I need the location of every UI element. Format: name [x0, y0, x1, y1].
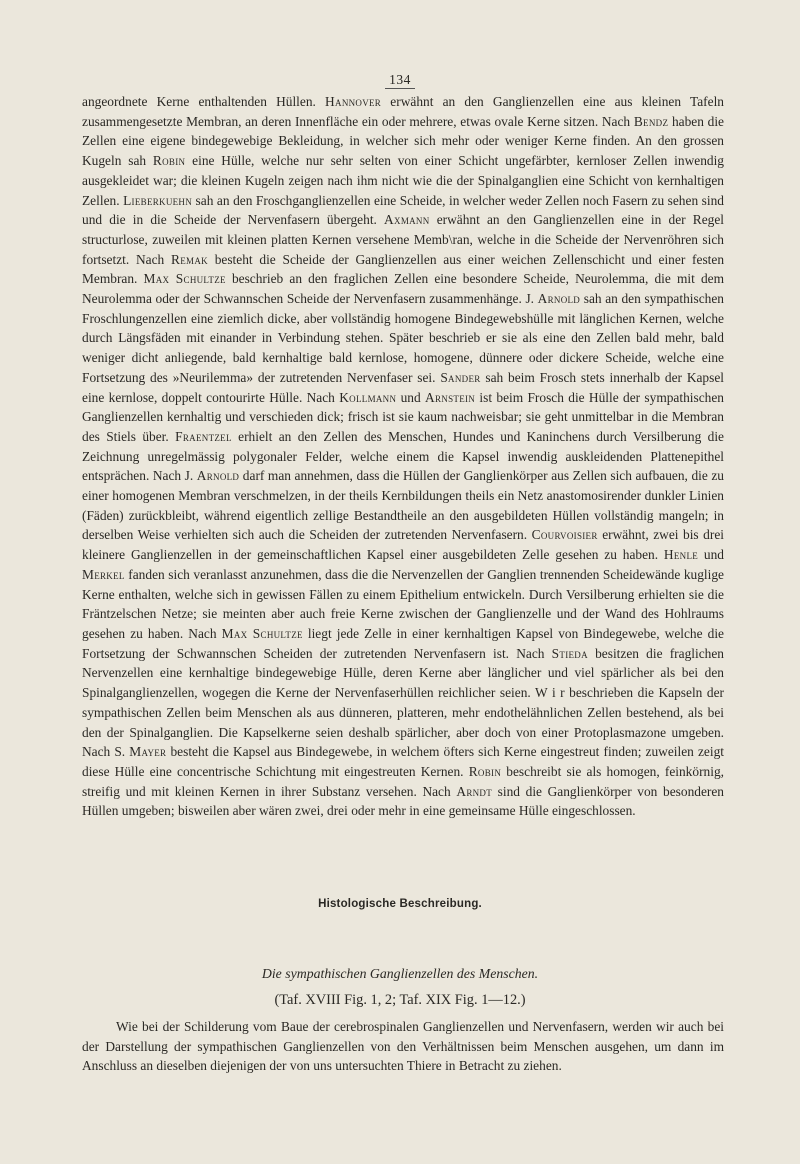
text-run: erwähnt, zwei bis drei kleinere Ganglienzellen in der gemeinschaftlichen Kapsel einer ausgebildeten Zelle gesehen zu haben. — [82, 527, 724, 563]
text-run: darf man annehmen, dass die Hüllen der Ganglienkörper aus Zellen sich aufbauen, die zu einer homogenen Membran verschmelzen, in der theils Kernbildungen theils ein Netz anastomosirender dunkler Linien (Fäden) zurückbleibt, während eigentlich zellige Bestandtheile an den ausgebildeten Hüllen vollständig mangeln; in derselben Weise verhielten sich auch die Scheiden der zutretenden Nervenfasern. — [82, 468, 724, 543]
text-run: erwähnt an den Ganglienzellen eine aus kleinen Tafeln zusammengesetzte Membran, an deren Innenfläche ein oder mehrere, etwas ovale Kerne sitzen. Nach — [82, 94, 724, 129]
sub-heading: Die sympathischen Ganglienzellen des Menschen. — [261, 966, 539, 981]
text-run: angeordnete Kerne enthaltenden Hüllen. — [82, 94, 326, 109]
text-run: besitzen die fraglichen Nervenzellen eine kernhaltige bindegewebige Hülle, deren Kerne aber länglicher und viel spärlicher als bei den Spinalganglienzellen, wogegen die Kerne der Nervenfaserhüllen reichlicher seien. W i r beschrieben die Kapseln der sympathischen Zellen beim Menschen als aus dünneren, platteren, mehr endothelähnlichen Zellen bestehend, als bei den der Spinalganglien. Die Kapselkerne seien deshalb spärlicher, aber doch von einer Protoplasmazone umgeben. Nach S. — [82, 645, 724, 760]
body-paragraph — [82, 92, 724, 821]
author-name: Arndt — [456, 783, 493, 799]
author-name: Lieberkuehn — [123, 192, 193, 208]
text-run: beschrieb an den fraglichen Zellen eine besondere Scheide, Neurolemma, die mit dem Neurolemma oder der Schwannschen Scheide der Nervenfasern zusammenhänge. J. — [82, 271, 724, 307]
text-run: eine Hülle, welche nur sehr selten von einer Schicht ungefärbter, kernloser Zellen inwendig ausgekleidet war; die kleinen Kugeln zeigen nach ihm nicht wie die der Spinalganglien eine Schicht von kernhaltigen Zellen. — [82, 153, 725, 208]
text-run: und — [698, 547, 724, 563]
author-name: Robin — [152, 153, 186, 169]
page-number-text: 134 — [385, 72, 415, 89]
author-name: Remak — [171, 251, 208, 267]
author-name: Hannover — [325, 94, 382, 109]
author-name: Arnold — [537, 291, 581, 307]
author-name: Stieda — [551, 645, 588, 661]
plate-reference: (Taf. XVIII Fig. 1, 2; Taf. XIX Fig. 1—12.) — [274, 992, 526, 1008]
text-run: besteht die Kapsel aus Bindegewebe, in welchem öfters sich Kerne eingestreut finden; zuweilen zeigt diese Hülle eine concentrische Schichtung mit eingestreuten Kernen. — [82, 744, 725, 779]
text-run: erhielt an den Zellen des Menschen, Hundes und Kaninchens durch Versilberung die Zeichnung unregelmässig polygonaler Felder, welche einem die Kapsel inwendig auskleidenden Plattenepithel entsprächen. Nach J. — [82, 428, 724, 484]
author-name: Courvoisier — [531, 527, 598, 543]
author-name: Henle — [663, 547, 699, 563]
author-name: Fraentzel — [175, 428, 232, 444]
author-name: Max Schultze — [143, 271, 226, 287]
text-run: sah beim Frosch stets innerhalb der Kapsel eine kernlose, doppelt contourirte Hülle. Nach — [82, 369, 725, 405]
text-run: haben die Zellen eine eigene bindegewebige Bekleidung, in welcher sich mehr oder weniger Kerne finden. An den grossen Kugeln sah — [82, 113, 724, 169]
intro-paragraph: Wie bei der Schilderung vom Baue der cerebrospinalen Ganglienzellen und Nervenfasern, werden wir auch bei der Darstellung der sympathischen Ganglienzellen von den Verhältnissen beim Menschen ausgehen, um dann im Anschluss an dieselben diejenigen der von uns untersuchten Thiere in Betracht zu ziehen. — [82, 1019, 724, 1074]
page-number — [0, 72, 800, 88]
author-name: Robin — [468, 763, 502, 779]
author-name: Bendz — [633, 113, 669, 129]
text-run: erwähnt an den Ganglienzellen eine in der Regel structurlose, zuweilen mit kleinen platten Kernen versehene Memb\ran, welche in die Scheide der Nervenröhren sich fortsetzt. Nach — [82, 212, 724, 267]
author-name: Arnstein — [425, 389, 476, 405]
text-run: sah an den Froschganglienzellen eine Scheide, in welcher weder Zellen noch Fasern zu sehen sind und die in die Scheide der Nervenfasern übergeht. — [82, 192, 724, 228]
author-name: Mayer — [129, 744, 167, 760]
text-run: besteht die Scheide der Ganglienzellen aus einer weichen Zellenschicht und einer festen Membran. — [82, 251, 725, 287]
author-name: Max Schultze — [221, 625, 303, 641]
author-name: Sander — [440, 369, 481, 385]
author-name: Merkel — [82, 566, 125, 582]
text-run: fanden sich veranlasst anzunehmen, dass die die Nervenzellen der Ganglien trennenden Scheidewände kuglige Kerne enthalten, welche sich in gewissen Fällen zu einem Epithelium entwickeln. Durch Versilberung erhielten sie die Fräntzelschen Netze; sie meinten aber auch freie Kerne zwischen der Ganglienzelle und der Wand des Hohlraums gesehen zu haben. Nach — [82, 566, 724, 641]
text-run: sind die Ganglienkörper von besonderen Hüllen umgeben; bisweilen aber wären zwei, drei oder mehr in eine gemeinsame Hülle eingeschlossen. — [82, 783, 724, 819]
author-name: Axmann — [384, 212, 430, 228]
text-run: liegt jede Zelle in einer kernhaltigen Kapsel von Bindegewebe, welche die Fortsetzung der Schwannschen Scheiden der zutretenden Nervenfasern ist. Nach — [82, 625, 724, 661]
text-run: sah an den sympathischen Froschlungenzellen eine ziemlich dicke, aber vollständig homogene Bindegewebshülle mit länglichen Kernen, welche durch Längsfäden mit einander in Verbindung stehen. Später beschrieb er sie als eine den Zellen bald mehr, bald weniger dicht anliegende, bald kernhaltige bald kernlose, homogene, dünnere oder dickere Scheide, welche eine Fortsetzung des »Neurilemma» der zutretenden Nervenfaser sei. — [82, 291, 724, 385]
author-name: Arnold — [196, 468, 240, 484]
author-name: Kollmann — [339, 389, 397, 405]
section-heading: Histologische Beschreibung. — [318, 898, 482, 910]
text-run: beschreibt sie als homogen, feinkörnig, streifig und mit kleinen Kernen in ihrer Substanz versehen. Nach — [82, 763, 724, 799]
text-run: und — [396, 389, 426, 405]
text-run: ist beim Frosch die Hülle der sympathischen Ganglienzellen kernhaltig und verschieden dick; frisch ist sie kaum nachweisbar; sie geht unmittelbar in die Membran des Stiels über. — [82, 389, 725, 444]
